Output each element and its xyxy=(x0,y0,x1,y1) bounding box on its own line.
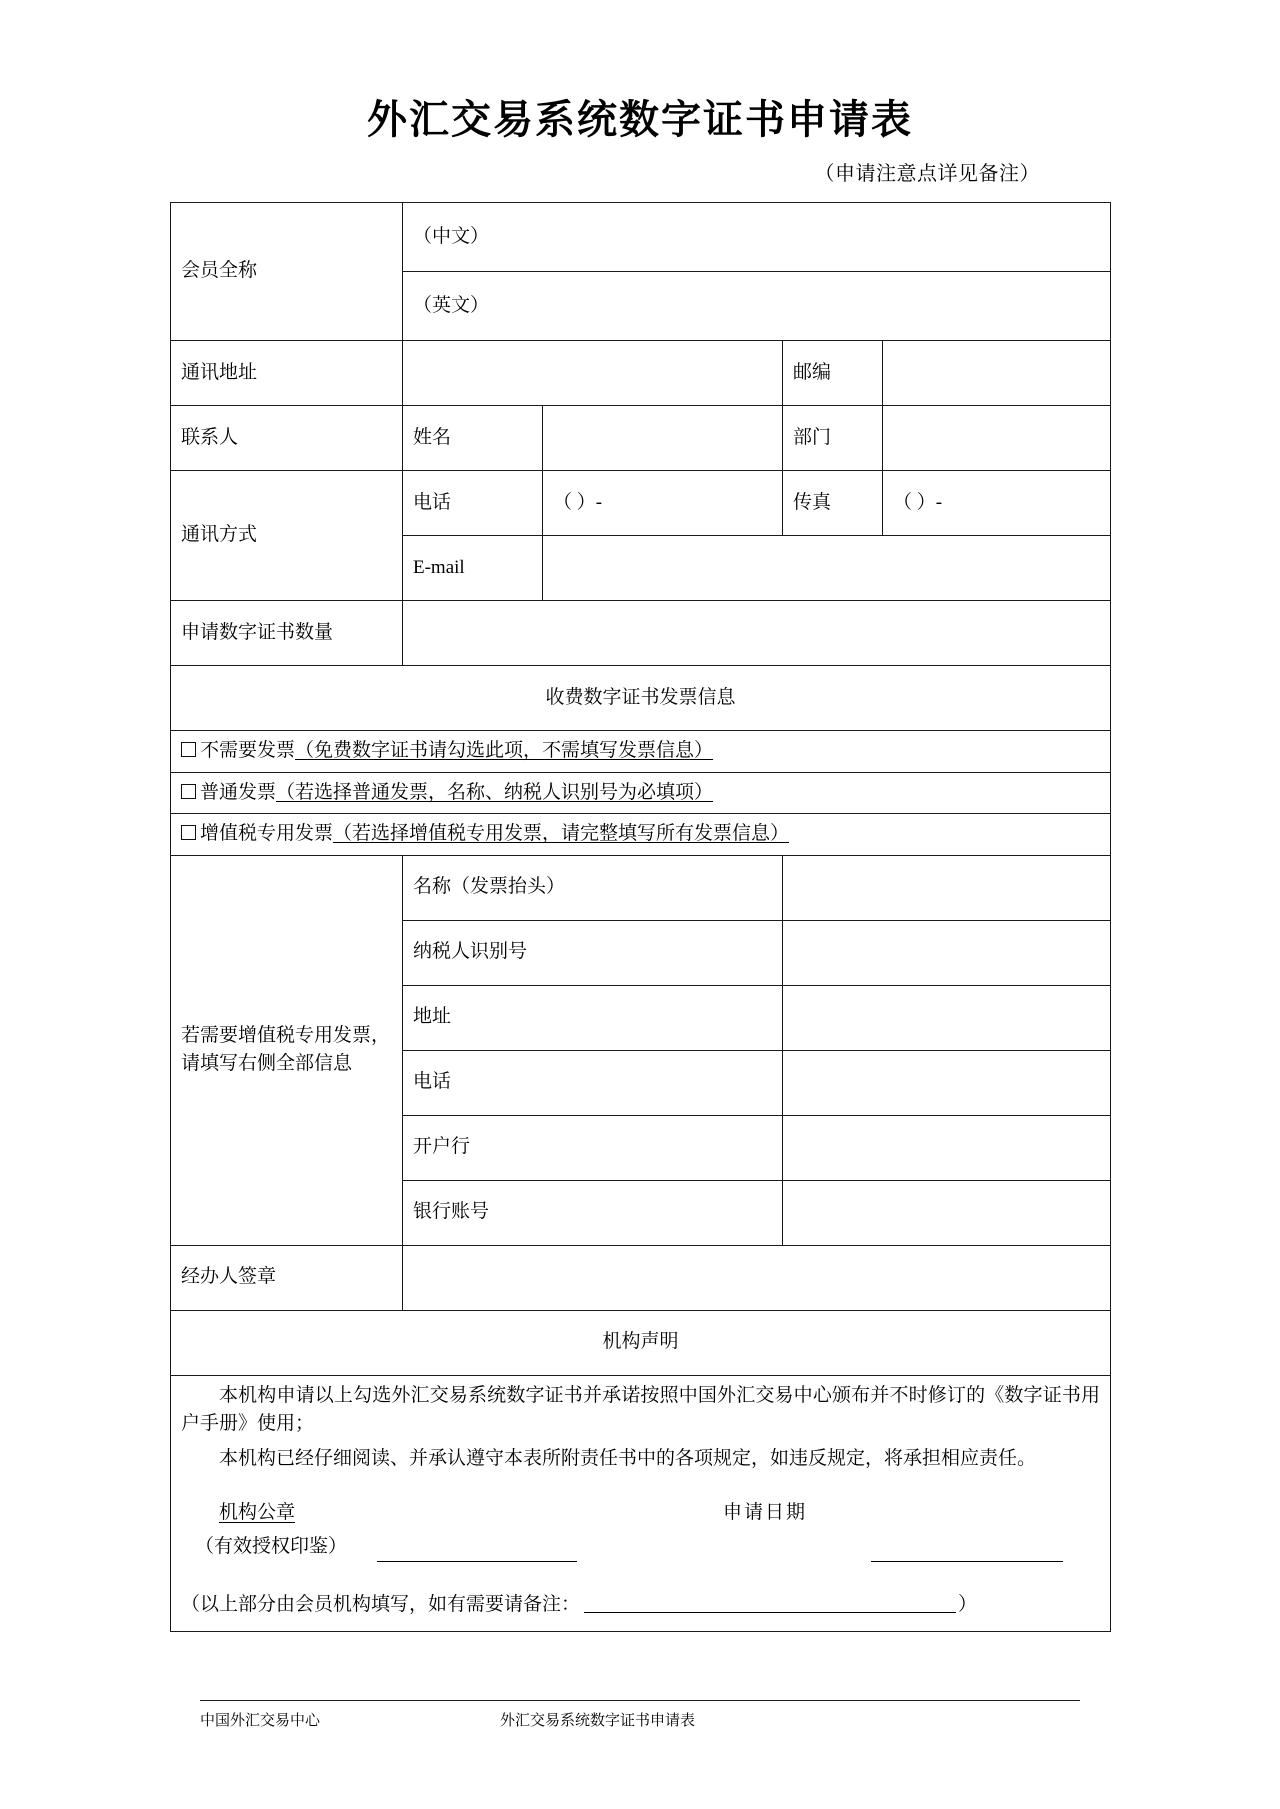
remark-row xyxy=(181,1591,1100,1625)
label-contact-person: 联系人 xyxy=(171,406,403,471)
declaration-heading: 机构声明 xyxy=(171,1310,1111,1375)
label-member-full-name: 会员全称 xyxy=(171,203,403,341)
footer-divider xyxy=(200,1700,1080,1701)
label-vat-side-note: 若需要增值税专用发票，请填写右侧全部信息 xyxy=(171,855,403,1245)
label-phone: 电话 xyxy=(403,471,543,536)
label-contact-method: 通讯方式 xyxy=(171,471,403,601)
field-vat-invoice-title[interactable] xyxy=(783,855,1111,920)
declaration-body xyxy=(171,1375,1111,1632)
table-row-member-name-cn xyxy=(171,203,1111,272)
remark-blank-line[interactable] xyxy=(584,1612,956,1613)
checkbox-no-invoice[interactable] xyxy=(181,742,196,757)
table-row-handler-seal xyxy=(171,1245,1111,1310)
field-department[interactable] xyxy=(883,406,1111,471)
label-org-stamp: 机构公章 xyxy=(219,1502,296,1523)
option-normal-invoice-label: 普通发票 xyxy=(200,781,277,803)
table-row-phone-fax xyxy=(171,471,1111,536)
label-postcode: 邮编 xyxy=(783,341,883,406)
org-stamp-blank-line[interactable] xyxy=(377,1561,577,1562)
field-vat-account[interactable] xyxy=(783,1180,1111,1245)
field-email[interactable] xyxy=(543,536,1111,601)
label-vat-bank: 开户行 xyxy=(403,1115,783,1180)
footer-document-name: 外汇交易系统数字证书申请表 xyxy=(500,1713,696,1729)
table-row-cert-count xyxy=(171,601,1111,666)
option-normal-invoice-note: （若选择普通发票，名称、纳税人识别号为必填项） xyxy=(276,781,714,803)
label-department: 部门 xyxy=(783,406,883,471)
field-vat-address[interactable] xyxy=(783,985,1111,1050)
option-no-invoice-label: 不需要发票 xyxy=(200,740,296,761)
declaration-paragraph-2: 本机构已经仔细阅读、并承认遵守本表所附责任书中的各项规定，如违反规定，将承担相应责任。 xyxy=(219,1447,1037,1469)
footer-text-row xyxy=(200,1709,1080,1733)
table-row-invoice-option-normal xyxy=(171,772,1111,814)
remark-suffix-text: ） xyxy=(958,1594,978,1615)
label-handler-seal: 经办人签章 xyxy=(171,1245,403,1310)
form-container xyxy=(170,202,1110,1632)
remark-prefix-text: （以上部分由会员机构填写，如有需要请备注： xyxy=(181,1594,581,1615)
label-org-stamp-sub: （有效授权印鉴） xyxy=(195,1536,348,1557)
table-row-contact xyxy=(171,406,1111,471)
label-address: 通讯地址 xyxy=(171,341,403,406)
checkbox-normal-invoice[interactable] xyxy=(181,784,196,799)
option-no-invoice[interactable] xyxy=(171,731,1111,773)
field-address[interactable] xyxy=(403,341,783,406)
checkbox-vat-invoice[interactable] xyxy=(181,825,196,840)
field-handler-seal[interactable] xyxy=(403,1245,1111,1310)
label-vat-phone: 电话 xyxy=(403,1050,783,1115)
option-vat-invoice-note: （若选择增值税专用发票，请完整填写所有发票信息） xyxy=(333,823,790,844)
label-vat-address: 地址 xyxy=(403,985,783,1050)
table-row-declaration-body xyxy=(171,1375,1111,1632)
declaration-paragraph-1: 本机构申请以上勾选外汇交易系统数字证书并承诺按照中国外汇交易中心颁布并不时修订的《数字证书用户手册》使用； xyxy=(181,1384,1101,1434)
table-row-invoice-option-none xyxy=(171,731,1111,773)
signature-row xyxy=(181,1499,1100,1573)
field-member-name-cn[interactable]: （中文） xyxy=(403,203,1111,272)
application-form-table xyxy=(170,202,1111,1632)
label-vat-tax-id: 纳税人识别号 xyxy=(403,920,783,985)
footer-organization: 中国外汇交易中心 xyxy=(200,1713,321,1729)
field-postcode[interactable] xyxy=(883,341,1111,406)
field-phone[interactable]: （ ）- xyxy=(543,471,783,536)
page-footer xyxy=(0,1700,1280,1733)
field-fax[interactable]: （ ）- xyxy=(883,471,1111,536)
invoice-section-heading: 收费数字证书发票信息 xyxy=(171,666,1111,731)
label-cert-count: 申请数字证书数量 xyxy=(171,601,403,666)
field-vat-tax-id[interactable] xyxy=(783,920,1111,985)
table-row-invoice-heading xyxy=(171,666,1111,731)
table-row-declaration-heading xyxy=(171,1310,1111,1375)
label-email: E-mail xyxy=(403,536,543,601)
title-block xyxy=(0,0,1280,186)
field-contact-name[interactable] xyxy=(543,406,783,471)
page-title: 外汇交易系统数字证书申请表 xyxy=(367,98,913,142)
label-contact-name: 姓名 xyxy=(403,406,543,471)
application-date-blank-line[interactable] xyxy=(871,1561,1063,1562)
option-vat-invoice-label: 增值税专用发票 xyxy=(200,823,334,844)
option-no-invoice-note: （免费数字证书请勾选此项，不需填写发票信息） xyxy=(295,740,714,761)
table-row-address xyxy=(171,341,1111,406)
label-vat-invoice-title: 名称（发票抬头） xyxy=(403,855,783,920)
page-subtitle: （申请注意点详见备注） xyxy=(814,163,1040,185)
label-vat-account: 银行账号 xyxy=(403,1180,783,1245)
table-row-invoice-option-vat xyxy=(171,814,1111,856)
field-vat-phone[interactable] xyxy=(783,1050,1111,1115)
option-vat-invoice[interactable] xyxy=(171,814,1111,856)
table-row-vat-title xyxy=(171,855,1111,920)
label-application-date: 申请日期 xyxy=(723,1502,808,1523)
field-vat-bank[interactable] xyxy=(783,1115,1111,1180)
label-fax: 传真 xyxy=(783,471,883,536)
option-normal-invoice[interactable] xyxy=(171,772,1111,814)
field-member-name-en[interactable]: （英文） xyxy=(403,272,1111,341)
field-cert-count[interactable] xyxy=(403,601,1111,666)
